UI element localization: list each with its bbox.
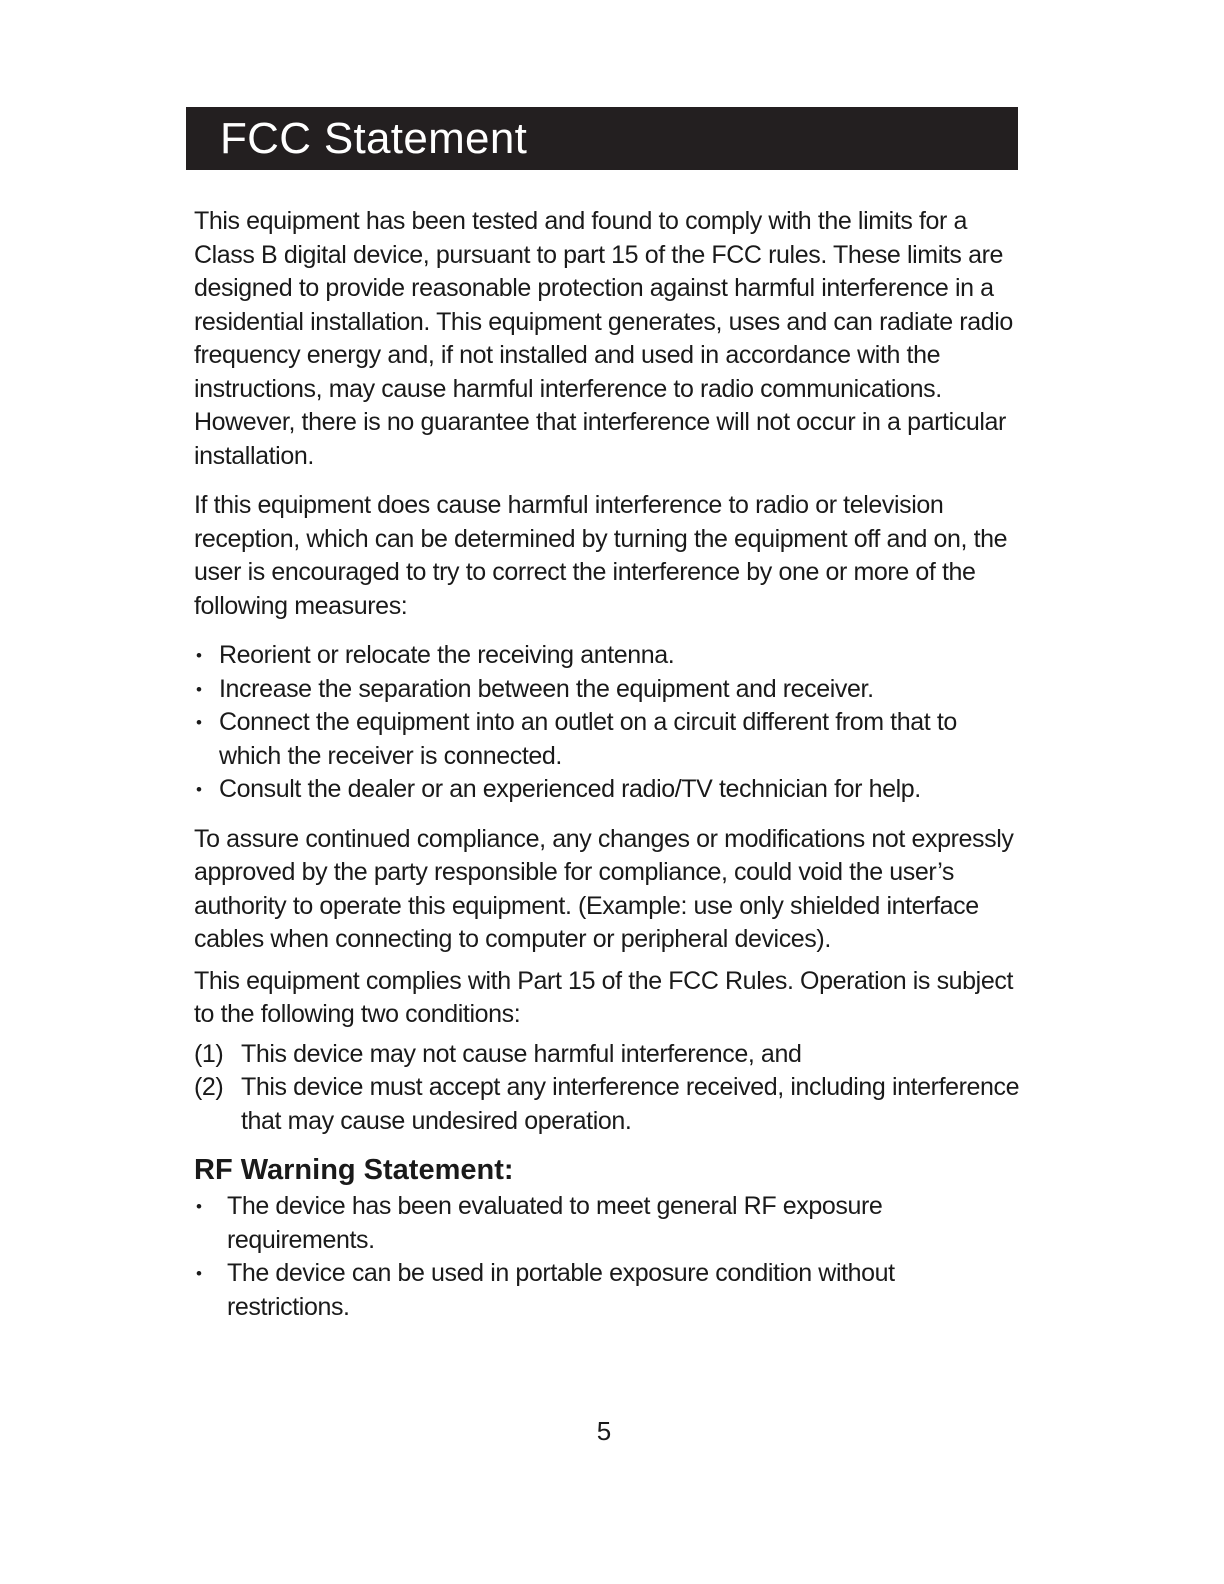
condition-text: This device must accept any interference received, including interference that may cause undesired operation.: [241, 1073, 1020, 1135]
list-item-text: The device has been evaluated to meet general RF exposure requirements.: [227, 1192, 883, 1254]
list-item-text: Connect the equipment into an outlet on a circuit different from that to which the receiver is connected.: [219, 708, 957, 770]
bullet-icon: •: [196, 679, 202, 699]
list-item: [194, 639, 1020, 673]
list-item: [194, 706, 1020, 773]
condition-text: This device may not cause harmful interference, and: [241, 1039, 802, 1068]
list-item-text: Increase the separation between the equipment and receiver.: [219, 674, 874, 703]
list-item: [194, 673, 1020, 707]
modification-paragraph: To assure continued compliance, any changes or modifications not expressly approved by the party responsible for compliance, could void the user’s authority to operate this equipment. (Example: use only shielded interface cables when connecting to computer or peripheral devices).: [194, 824, 1014, 953]
list-item-text: The device can be used in portable exposure condition without restrictions.: [227, 1259, 895, 1321]
list-item-text: Reorient or relocate the receiving antenna.: [219, 641, 675, 669]
list-item: [194, 773, 1020, 807]
conditions-list: [194, 1038, 1020, 1139]
bullet-icon: •: [196, 1197, 202, 1216]
list-item: [194, 1257, 1020, 1324]
condition-number: (1): [194, 1039, 224, 1068]
bullet-icon: •: [196, 780, 202, 799]
page-title: FCC Statement: [186, 107, 1018, 170]
list-item: [194, 1038, 1020, 1072]
part15-paragraph: This equipment complies with Part 15 of the FCC Rules. Operation is subject to the following two conditions:: [194, 966, 1013, 1028]
list-item: [194, 1190, 1020, 1257]
condition-number: (2): [194, 1073, 224, 1101]
bullet-icon: •: [196, 646, 202, 665]
document-body: [194, 205, 1020, 1324]
bullet-icon: •: [196, 713, 202, 732]
rf-warning-list: [194, 1190, 1020, 1324]
rf-warning-heading: RF Warning Statement:: [194, 1154, 514, 1186]
list-item: [194, 1071, 1020, 1138]
interference-paragraph: If this equipment does cause harmful interference to radio or television reception, which can be determined by turning the equipment off and on, the user is encouraged to try to correct the interference by one or more of the following measures:: [194, 491, 1008, 620]
page-number: 5: [596, 1416, 612, 1446]
compliance-paragraph: This equipment has been tested and found to comply with the limits for a Class B digital device, pursuant to part 15 of the FCC rules. These limits are designed to provide reasonable protection against harmful interference in a residential installation. This equipment generates, uses and can radiate radio frequency energy and, if not installed and used in accordance with the instructions, may cause harmful interference to radio communications. However, there is no guarantee that interference will not occur in a particular installation.: [194, 207, 1013, 470]
bullet-icon: •: [196, 1264, 202, 1283]
measures-list: [194, 639, 1020, 807]
list-item-text: Consult the dealer or an experienced radio/TV technician for help.: [219, 775, 921, 803]
